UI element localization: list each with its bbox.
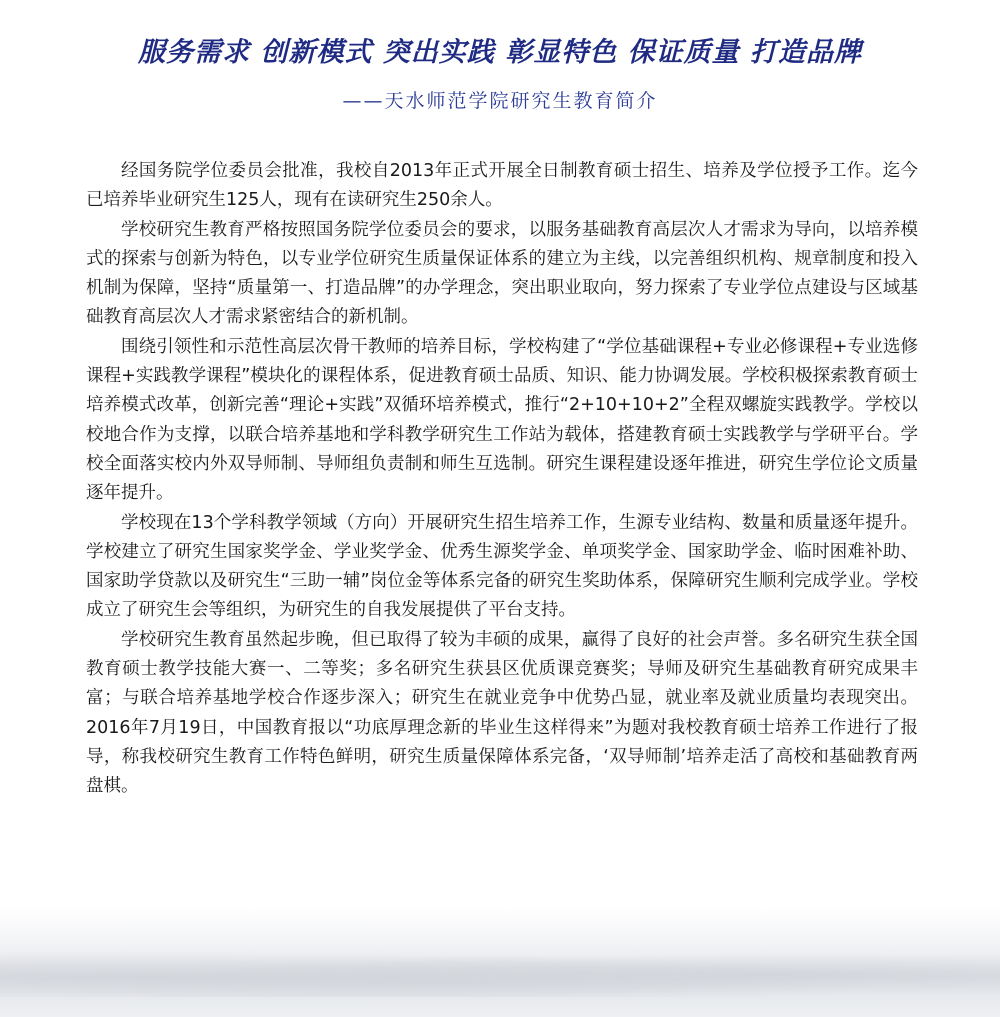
page-title: 服务需求 创新模式 突出实践 彰显特色 保证质量 打造品牌 (138, 37, 862, 68)
paragraph: 围绕引领性和示范性高层次骨干教师的培养目标，学校构建了“学位基础课程+专业必修课程+专业选修课程+实践教学课程”模块化的课程体系，促进教育硕士品质、知识、能力协调发展。学校积极探索教育硕士培养模式改革，创新完善“理论+实践”双循环培养模式，推行“2+10+10+2”全程双螺旋实践教学。学校以校地合作为支撑，以联合培养基地和学科教学研究生工作站为载体，搭建教育硕士实践教学与学研平台。学校全面落实校内外双导师制、导师组负责制和师生互选制。研究生课程建设逐年推进，研究生学位论文质量逐年提升。 (86, 336, 918, 504)
paragraph: 学校研究生教育虽然起步晚，但已取得了较为丰硕的成果，赢得了良好的社会声誉。多名研究生获全国教育硕士教学技能大赛一、二等奖；多名研究生获县区优质课竞赛奖；导师及研究生基础教育研究成果丰富；与联合培养基地学校合作逐步深入；研究生在就业竞争中优势凸显，就业率及就业质量均表现突出。2016年7月19日，中国教育报以“功底厚理念新的毕业生这样得来”为题对我校教育硕士培养工作进行了报导，称我校研究生教育工作特色鲜明，研究生质量保障体系完备，‘双导师制’培养走活了高校和基础教育两盘棋。 (86, 629, 918, 797)
paragraph: 学校现在13个学科教学领域（方向）开展研究生招生培养工作，生源专业结构、数量和质量逐年提升。学校建立了研究生国家奖学金、学业奖学金、优秀生源奖学金、单项奖学金、国家助学金、临时困难补助、国家助学贷款以及研究生“三助一辅”岗位金等体系完备的研究生奖助体系，保障研究生顺利完成学业。学校成立了研究生会等组织，为研究生的自我发展提供了平台支持。 (86, 512, 918, 621)
article-body (86, 157, 918, 802)
page-subtitle: ——天水师范学院研究生教育简介 (342, 90, 658, 112)
decorative-bottom-fade (0, 907, 1000, 1017)
paragraph: 学校研究生教育严格按照国务院学位委员会的要求，以服务基础教育高层次人才需求为导向，以培养模式的探索与创新为特色，以专业学位研究生质量保证体系的建立为主线，以完善组织机构、规章制度和投入机制为保障，坚持“质量第一、打造品牌”的办学理念，突出职业取向，努力探索了专业学位点建设与区域基础教育高层次人才需求紧密结合的新机制。 (86, 219, 918, 328)
paragraph: 经国务院学位委员会批准，我校自2013年正式开展全日制教育硕士招生、培养及学位授予工作。迄今已培养毕业研究生125人，现有在读研究生250余人。 (86, 161, 918, 211)
